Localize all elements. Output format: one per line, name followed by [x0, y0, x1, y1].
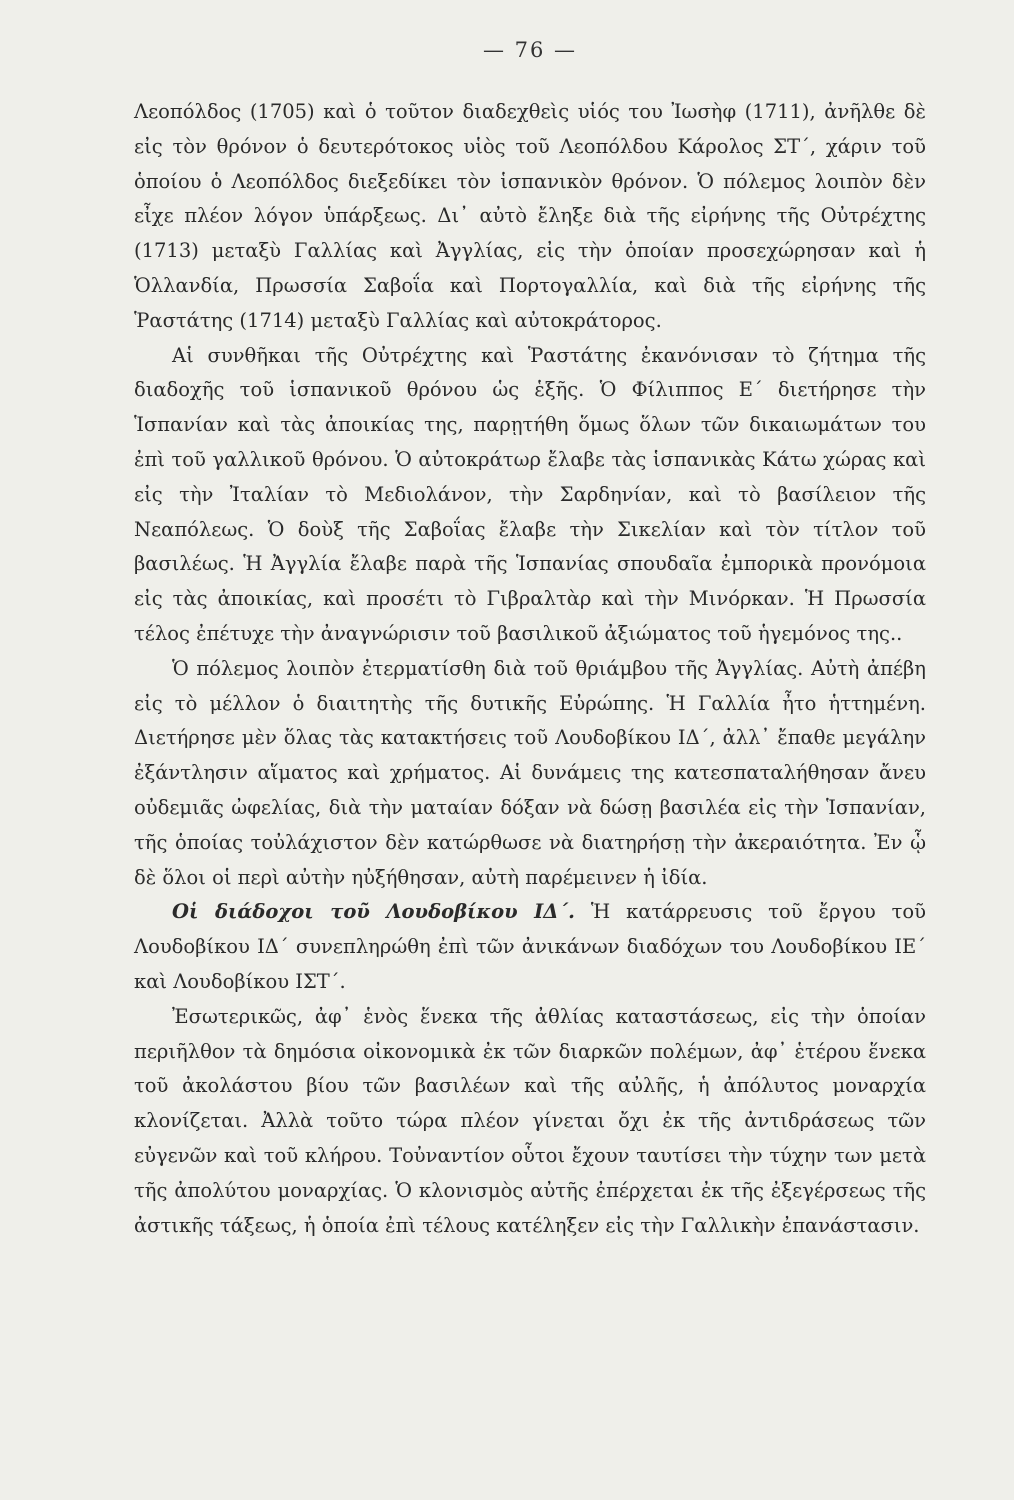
paragraph-3: Ὁ πόλεμος λοιπὸν ἐτερματίσθη διὰ τοῦ θριάμβου τῆς Ἀγγλίας. Αὐτὴ ἀπέβη εἰς τὸ μέλλον ὁ διαιτητὴς τῆς δυτικῆς Εὐρώπης. Ἡ Γαλλία ἦτο ἡττημένη. Διετήρησε μὲν ὅλας τὰς κατακτήσεις τοῦ Λουδοβίκου ΙΔ΄, ἀλλ᾿ ἔπαθε μεγάλην ἐξάντλησιν αἵματος καὶ χρήματος. Αἱ δυνάμεις της κατεσπαταλήθησαν ἄνευ οὐδεμιᾶς ὠφελίας, διὰ τὴν ματαίαν δόξαν νὰ δώσῃ βασιλέα εἰς τὴν Ἱσπανίαν, τῆς ὁποίας τοὐλάχιστον δὲν κατώρθωσε νὰ διατηρήσῃ τὴν ἀκεραιότητα. Ἐν ᾧ δὲ ὅλοι οἱ περὶ αὐτὴν ηὐξήθησαν, αὐτὴ παρέμεινεν ἡ ἰδία. — [134, 656, 926, 889]
section-heading: Οἱ διάδοχοι τοῦ Λουδοβίκου ΙΔ΄. — [172, 900, 575, 924]
page-number: — 76 — — [482, 38, 578, 62]
paragraph-1: Λεοπόλδος (1705) καὶ ὁ τοῦτον διαδεχθεὶς υἱός του Ἰωσὴφ (1711), ἀνῆλθε δὲ εἰς τὸν θρόνον ὁ δευτερότοκος υἱὸς τοῦ Λεοπόλδου Κάρολος ΣΤ΄, χάριν τοῦ ὁποίου ὁ Λεοπόλδος διεξεδίκει τὸν ἱσπανικὸν θρόνον. Ὁ πόλεμος λοιπὸν δὲν εἶχε πλέον λόγον ὑπάρξεως. Δι᾿ αὐτὸ ἔληξε διὰ τῆς εἰρήνης τῆς Οὐτρέχτης (1713) μεταξὺ Γαλλίας καὶ Ἀγγλίας, εἰς τὴν ὁποίαν προσεχώρησαν καὶ ἡ Ὁλλανδία, Πρωσσία Σαβοΐα καὶ Πορτογαλλία, καὶ διὰ τῆς εἰρήνης τῆς Ῥαστάτης (1714) μεταξὺ Γαλλίας καὶ αὐτοκράτορος. — [134, 100, 926, 332]
paragraph-4-text: Ἡ κατάρρευσις τοῦ ἔργου τοῦ Λουδοβίκου ΙΔ΄ συνεπληρώθη ἐπὶ τῶν ἀνικάνων διαδόχων του Λουδοβίκου ΙΕ΄ καὶ Λουδοβίκου ΙΣΤ΄. — [134, 900, 926, 993]
paragraph-5: Ἐσωτερικῶς, ἀφ᾿ ἑνὸς ἕνεκα τῆς ἀθλίας καταστάσεως, εἰς τὴν ὁποίαν περιῆλθον τὰ δημόσια οἰκονομικὰ ἐκ τῶν διαρκῶν πολέμων, ἀφ᾿ ἑτέρου ἕνεκα τοῦ ἀκολάστου βίου τῶν βασιλέων καὶ τῆς αὐλῆς, ἡ ἀπόλυτος μοναρχία κλονίζεται. Ἀλλὰ τοῦτο τώρα πλέον γίνεται ὄχι ἐκ τῆς ἀντιδράσεως τῶν εὐγενῶν καὶ τοῦ κλήρου. Τοὐναντίον οὗτοι ἔχουν ταυτίσει τὴν τύχην των μετὰ τῆς ἀπολύτου μοναρχίας. Ὁ κλονισμὸς αὐτῆς ἐπέρχεται ἐκ τῆς ἐξεγέρσεως τῆς ἀστικῆς τάξεως, ἡ ὁποία ἐπὶ τέλους κατέληξεν εἰς τὴν Γαλλικὴν ἐπανάστασιν. — [134, 1004, 926, 1237]
paragraph-2: Αἱ συνθῆκαι τῆς Οὐτρέχτης καὶ Ῥαστάτης ἐκανόνισαν τὸ ζήτημα τῆς διαδοχῆς τοῦ ἱσπανικοῦ θρόνου ὡς ἑξῆς. Ὁ Φίλιππος Ε΄ διετήρησε τὴν Ἱσπανίαν καὶ τὰς ἀποικίας της, παρῃτήθη ὅμως ὅλων τῶν δικαιωμάτων του ἐπὶ τοῦ γαλλικοῦ θρόνου. Ὁ αὐτοκράτωρ ἔλαβε τὰς ἱσπανικὰς Κάτω χώρας καὶ εἰς τὴν Ἰταλίαν τὸ Μεδιολάνον, τὴν Σαρδηνίαν, καὶ τὸ βασίλειον τῆς Νεαπόλεως. Ὁ δοὺξ τῆς Σαβοΐας ἔλαβε τὴν Σικελίαν καὶ τὸν τίτλον τοῦ βασιλέως. Ἡ Ἀγγλία ἔλαβε παρὰ τῆς Ἱσπανίας σπουδαῖα ἐμπορικὰ προνόμοια εἰς τὰς ἀποικίας, καὶ προσέτι τὸ Γιβραλτὰρ καὶ τὴν Μινόρκαν. Ἡ Πρωσσία τέλος ἐπέτυχε τὴν ἀναγνώρισιν τοῦ βασιλικοῦ ἀξιώματος τοῦ ἡγεμόνος της.. — [134, 343, 926, 645]
body-text — [134, 95, 926, 1243]
paragraph-4 — [134, 895, 926, 999]
